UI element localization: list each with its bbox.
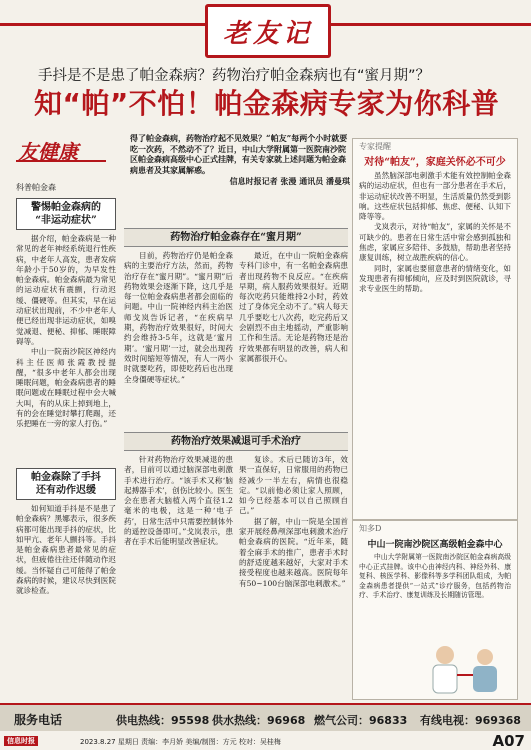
paragraph: 针对药物治疗效果减退的患者，目前可以通过脑深部电刺激手术进行治疗。“该手术又称‘脑起搏器手术’，创伤比较小。医生会在患者大脑植入两个直径1.2毫米的电极，这是一种‘电子药’，日常生活中只需要控制体外的遥控设备即可。”戈岚表示，患者在手术后能明显改善症状。 [124, 455, 233, 547]
section-1-title-line1: 警惕帕金森病的 [31, 202, 101, 213]
expert-tips-panel [352, 138, 518, 520]
footer-meta [80, 737, 281, 747]
section-3 [124, 228, 348, 385]
section-2-body [16, 504, 116, 597]
panel-body: 中山大学附属第一医院南沙院区帕金森病高级中心正式挂牌。该中心由神经内科、神经外科、康复科、核医学科、影像科等多学科团队组成，为帕金森病患者提供“一站式”诊疗服务，包括药物治疗、手术治疗、康复训练及长期随访管理。 [359, 553, 511, 599]
panel-body [359, 171, 511, 295]
panel-title: 中山一院南沙院区高级帕金森中心 [367, 540, 503, 550]
page-footer [0, 733, 531, 750]
section-2-title-line2: 还有动作迟缓 [36, 485, 96, 496]
service-item: 燃气公司：96833 [314, 714, 408, 727]
section-2 [16, 468, 116, 597]
paragraph: 同时，家属也要留意患者的情绪变化，如发现患者有抑郁倾向，应及时到医院就诊，寻求专业医生的帮助。 [359, 263, 511, 294]
service-number: 95598 [171, 714, 210, 727]
section-1 [16, 198, 116, 430]
section-1-title [16, 198, 116, 230]
paragraph: 最近，在中山一院帕金森病专科门诊中，有一名帕金森病患者出现药物不良反应。“在疾病早期，病人服药效果很好。近期每次吃药只能维持2小时，药效过了身体完全动不了。”病人每天几乎要吃七八次药，吃完药后又会剧烈不由主地摇动，严重影响工作和生活。无论是药物还是治疗效果都有明显的改善，病人和家属都很开心。 [239, 251, 348, 363]
column-brand [16, 136, 106, 162]
panel-tag: 知多D [359, 524, 382, 533]
section-4-body-right [239, 455, 348, 589]
service-name: 供水热线 [212, 714, 256, 727]
service-name: 供电热线 [116, 714, 160, 727]
column-logo [205, 4, 331, 58]
doctor-illustration-icon [423, 641, 513, 697]
service-bar [0, 703, 531, 731]
service-item: 供电热线：95598 [116, 714, 210, 727]
masthead-title: 老友记 [222, 19, 313, 49]
paragraph: 据了解，中山一院是全国首家开展经鼻颅深部电刺激术治疗帕金森病的医院。“近年来，随着全麻手术的推广，患者手术时的舒适度越来越好，大家对手术接受程度也越来越高。医院每年有50~100台脑深部电刺激术。” [239, 516, 348, 588]
subtitle: 手抖是不是患了帕金森病？药物治疗帕金森病也有“蜜月期”？ [38, 68, 431, 84]
section-2-title-line1: 帕金森除了手抖 [31, 472, 101, 483]
footer-date: 2023.8.27 星期日 [80, 738, 139, 746]
service-number: 96968 [267, 714, 306, 727]
service-number: 96833 [369, 714, 408, 727]
lead-text: 得了帕金森病，药物治疗起不见效果？“帕友”每两个小时就要吃一次药，不然动不了？近日，中山大学附属第一医院南沙院区帕金森病高级中心正式挂牌，有关专家就上述问题为帕金森病患者及其家属解惑。 [130, 133, 348, 175]
lead-paragraph [130, 133, 350, 187]
service-label: 服务电话 [14, 713, 63, 727]
paragraph: 虽然脑深部电刺激手术能有效控制帕金森病的运动症状，但也有一部分患者在手术后，非运动症状改善不明显，生活质量仍然受到影响。这些症状包括抑郁、焦虑、便秘、认知下降等等。 [359, 171, 511, 222]
section-4-columns [124, 455, 348, 589]
section-3-title: 药物治疗帕金森存在“蜜月期” [124, 228, 348, 247]
section-1-body [16, 234, 116, 430]
column-tag: 科普帕金森 [16, 183, 56, 192]
paragraph: 如何知道手抖是不是患了帕金森病？黑娜表示，很多疾病都可能出现手抖的症状，比如甲亢、老年人颤抖等。手抖是帕金森病患者最常见的症状，但疲倦往往还伴随动作迟缓。当怀疑自己可能得了帕金森病的时候，建议尽快到医院就诊检查。 [16, 504, 116, 596]
byline: 信息时报记者 张漫 通讯员 潘曼琪 [229, 176, 350, 186]
paragraph: 复诊。术后已随访3年，效果一直保好，日常服用的药物已经减少一半左右，病情也很稳定。“以前他必须让家人照顾，如今已经基本可以自己照顾自己。” [239, 455, 348, 516]
service-name: 燃气公司 [314, 714, 358, 727]
section-3-columns [124, 251, 348, 385]
paragraph: 戈岚表示，对待“帕友”，家属的关怀是不可缺少的。患者在日常生活中常会感到孤独和焦虑，家属应多陪伴、多鼓励，帮助患者坚持康复训练，树立战胜疾病的信心。 [359, 222, 511, 263]
column-brand-text: 友健康 [18, 140, 78, 164]
section-3-body-right [239, 251, 348, 385]
service-name: 有线电视 [420, 714, 464, 727]
service-number: 969368 [475, 714, 521, 727]
section-4-body-left [124, 455, 233, 589]
footer-credits: 责编：李月娇 美编/制图：方元 校对：吴桂梅 [141, 738, 281, 746]
paragraph: 目前，药物治疗仍是帕金森病的主要治疗方法，然而，药物治疗存在“蜜月期”。“蜜月期”后药物效果会逐渐下降，这几乎是每一位帕金森病患者都会面临的问题。中山一院神经内科主治医师戈岚告诉记者，“在疾病早期，药物治疗效果很好，时间大约会维持3-5年，这就是‘蜜月期’。‘蜜月期’一过，就会出现药效时间缩短等情况，有人一两小时就要吃药，即使吃药后也出现全身僵硬等症状。” [124, 251, 233, 384]
footer-brand: 信息时报 [4, 736, 38, 746]
section-2-title [16, 468, 116, 500]
section-4 [124, 432, 348, 589]
masthead [0, 0, 531, 56]
panel-tag: 专家提醒 [359, 142, 391, 151]
service-item: 供水热线：96968 [212, 714, 306, 727]
service-item: 有线电视：969368 [420, 714, 521, 727]
headline: 知“帕”不怕！帕金森病专家为你科普 [34, 87, 500, 120]
page-number: A07 [492, 732, 525, 750]
paragraph: 中山一院南沙院区神经内科主任医师张霞教授提醒，“很多中老年人都会出现睡眠问题，帕金森病患者的睡眠问题或在睡眠过程中会大喊大叫，有的从床上掉到地上，有的会在睡觉时攀打爬踢，还乐把睡在一旁的家人打伤。” [16, 347, 116, 429]
knowledge-panel [352, 520, 518, 700]
section-3-body-left [124, 251, 233, 385]
paragraph: 据介绍，帕金森病是一种常见的老年神经系统退行性疾病，中老年人高发，患者发病年龄小于50岁的，为早发性帕金森病。帕金森病最为常见的运动症状有震颤，行动迟缓、僵硬等。但其实，早在运动症状出现前，不少中老年人便已经出现非运动症状，如嗅觉减退、便秘、抑郁、睡眠障碍等。 [16, 234, 116, 346]
panel-title: 对待“帕友”，家庭关怀必不可少 [364, 157, 506, 168]
section-1-title-line2: “非运动症状” [35, 215, 97, 226]
section-4-title: 药物治疗效果减退可手术治疗 [124, 432, 348, 451]
